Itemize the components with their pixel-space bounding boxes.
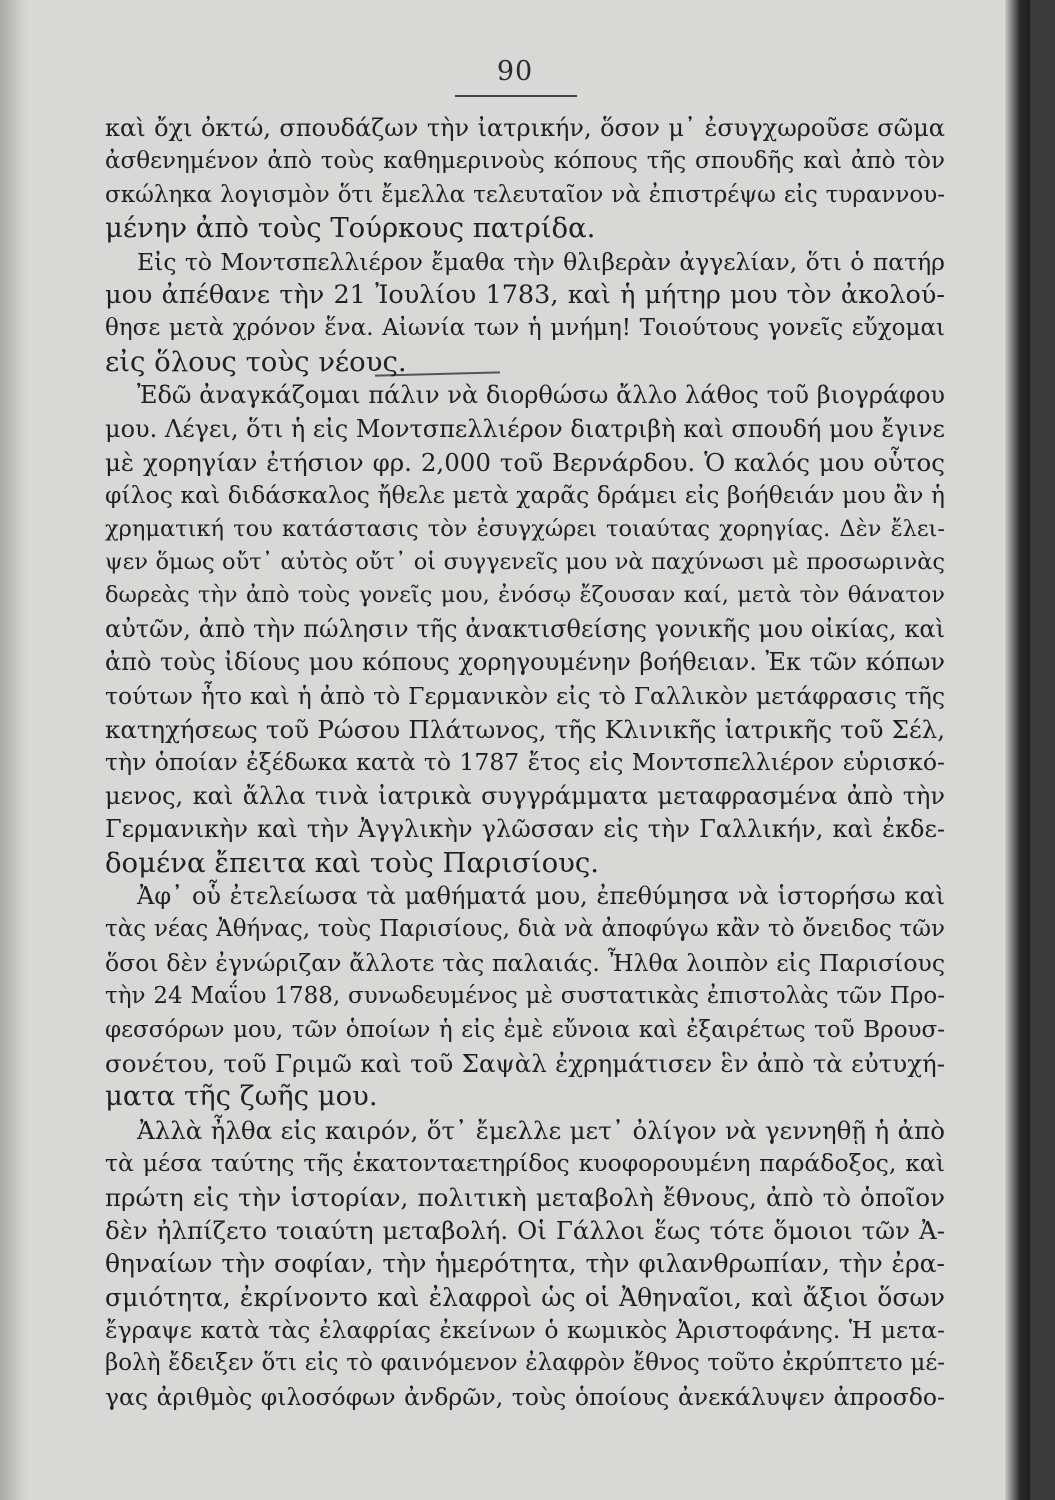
page-edge-shadow [1005,0,1030,1500]
text-line: ὅσοι δὲν ἐγνώριζαν ἄλλοτε τὰς παλαιάς. Ἦλθα λοιπὸν εἰς Παρισίους [105,948,945,977]
text-line: φίλος καὶ διδάσκαλος ἤθελε μετὰ χαρᾶς δράμει εἰς βοήθειάν μου ἂν ἡ [105,481,945,510]
text-line: φεσσόρων μου, τῶν ὁποίων ἡ εἰς ἐμὲ εὔνοια καὶ ἐξαιρέτως τοῦ Βρουσ- [105,1016,945,1043]
text-line: τούτων ἦτο καὶ ἡ ἀπὸ τὸ Γερμανικὸν εἰς τὸ Γαλλικὸν μετάφρασις τῆς [105,681,945,710]
text-line: τὰς νέας Ἀθήνας, τοὺς Παρισίους, διὰ νὰ ἀποφύγω κἂν τὸ ὄνειδος τῶν [105,916,945,943]
text-line: τὴν 24 Μαΐου 1788, συνωδευμένος μὲ συστατικὰς ἐπιστολὰς τῶν Προ- [105,983,945,1010]
text-line: σμιότητα, ἐκρίνοντο καὶ ἐλαφροὶ ὡς οἱ Ἀθηναῖοι, καὶ ἄξιοι ὅσων [105,1282,945,1312]
text-line: ψεν ὅμως οὔτ᾽ αὐτὸς οὔτ᾽ οἱ συγγενεῖς μου νὰ παχύνωσι μὲ προσωρινὰς [105,549,945,576]
text-line: μὲ χορηγίαν ἐτήσιον φρ. 2,000 τοῦ Βερνάρδου. Ὁ καλός μου οὗτος [105,447,945,477]
text-line: μου. Λέγει, ὅτι ἡ εἰς Μοντσπελλιέρον διατριβὴ καὶ σπουδή μου ἔγινε [105,414,945,443]
text-line: τὴν ὁποίαν ἐξέδωκα κατὰ τὸ 1787 ἔτος εἰς Μοντσπελλιέρον εὑρισκό- [105,748,945,777]
text-line: Ἀλλὰ ἦλθα εἰς καιρόν, ὅτ᾽ ἔμελλε μετ᾽ ὀλίγον νὰ γεννηθῇ ἡ ἀπὸ [137,1115,945,1145]
text-line: μου ἀπέθανε τὴν 21 Ἰουλίου 1783, καὶ ἡ μήτηρ μου τὸν ἀκολού- [105,279,945,310]
body-text [105,112,945,1414]
text-line: ἀπὸ τοὺς ἰδίους μου κόπους χορηγουμένην βοήθειαν. Ἐκ τῶν κόπων [105,648,945,677]
text-line: Ἐδῶ ἀναγκάζομαι πάλιν νὰ διορθώσω ἄλλο λάθος τοῦ βιογράφου [137,381,945,410]
text-line: εἰς ὅλους τοὺς νέους. [105,345,407,378]
page-gutter-shadow [0,0,30,1500]
text-line: πρώτη εἰς τὴν ἱστορίαν, πολιτικὴ μεταβολὴ ἔθνους, ἀπὸ τὸ ὁποῖον [105,1182,945,1212]
text-line: χρηματική του κατάστασις τὸν ἐσυγχώρει τοιαύτας χορηγίας. Δὲν ἔλει- [105,515,945,542]
text-line: ἀσθενημένον ἀπὸ τοὺς καθημερινοὺς κόπους τῆς σπουδῆς καὶ ἀπὸ τὸν [105,148,945,175]
text-line: θηναίων τὴν σοφίαν, τὴν ἡμερότητα, τὴν φιλανθρωπίαν, τὴν ἐρα- [105,1249,945,1279]
text-line: δὲν ἠλπίζετο τοιαύτη μεταβολή. Οἱ Γάλλοι ἕως τότε ὅμοιοι τῶν Ἀ- [105,1215,945,1245]
text-line: κατηχήσεως τοῦ Ρώσου Πλάτωνος, τῆς Κλινικῆς ἰατρικῆς τοῦ Σέλ, [105,715,945,745]
text-line: δομένα ἔπειτα καὶ τοὺς Παρισίους. [105,846,600,879]
text-line: σονέτου, τοῦ Γριμῶ καὶ τοῦ Σαψὰλ ἐχρημάτισεν ἓν ἀπὸ τὰ εὐτυχή- [105,1048,945,1078]
text-line: καὶ ὄχι ὀκτώ, σπουδάζων τὴν ἰατρικήν, ὅσον μ᾽ ἐσυγχωροῦσε σῶμα [105,114,945,142]
text-line: μένην ἀπὸ τοὺς Τούρκους πατρίδα. [105,212,596,245]
text-line: τὰ μέσα ταύτης τῆς ἑκατονταετηρίδος κυοφορουμένη παράδοξος, καὶ [105,1149,945,1178]
text-line: αὐτῶν, ἀπὸ τὴν πώλησιν τῆς ἀνακτισθείσης γονικῆς μου οἰκίας, καὶ [105,614,945,643]
text-line: δωρεὰς τὴν ἀπὸ τοὺς γονεῖς μου, ἐνόσῳ ἔζουσαν καί, μετὰ τὸν θάνατον [105,582,945,609]
text-line: Γερμανικὴν καὶ τὴν Ἀγγλικὴν γλῶσσαν εἰς τὴν Γαλλικήν, καὶ ἐκδε- [105,815,945,844]
text-line: γας ἀριθμὸς φιλοσόφων ἀνδρῶν, τοὺς ὁποίους ἀνεκάλυψεν ἀπροσδο- [105,1382,945,1411]
text-line: Ἀφ᾽ οὗ ἐτελείωσα τὰ μαθήματά μου, ἐπεθύμησα νὰ ἱστορήσω καὶ [137,881,945,910]
page-number: 90 [496,56,534,87]
text-line: Εἰς τὸ Μοντσπελλιέρον ἔμαθα τὴν θλιβερὰν ἀγγελίαν, ὅτι ὁ πατήρ [137,247,945,276]
text-line: σκώληκα λογισμὸν ὅτι ἔμελλα τελευταῖον νὰ ἐπιστρέψω εἰς τυραννου- [105,181,945,208]
text-line: βολὴ ἔδειξεν ὅτι εἰς τὸ φαινόμενον ἐλαφρὸν ἔθνος τοῦτο ἐκρύπτετο μέ- [105,1350,945,1377]
text-line: ματα τῆς ζωῆς μου. [105,1080,378,1113]
text-line: μενος, καὶ ἄλλα τινὰ ἰατρικὰ συγγράμματα μεταφρασμένα ἀπὸ τὴν [105,781,945,810]
page-number-rule [455,95,577,97]
text-line: θησε μετὰ χρόνον ἕνα. Αἰωνία των ἡ μνήμη! Τοιούτους γονεῖς εὔχομαι [105,315,945,342]
text-line: ἔγραψε κατὰ τὰς ἐλαφρίας ἐκείνων ὁ κωμικὸς Ἀριστοφάνης. Ἡ μετα- [105,1316,945,1345]
